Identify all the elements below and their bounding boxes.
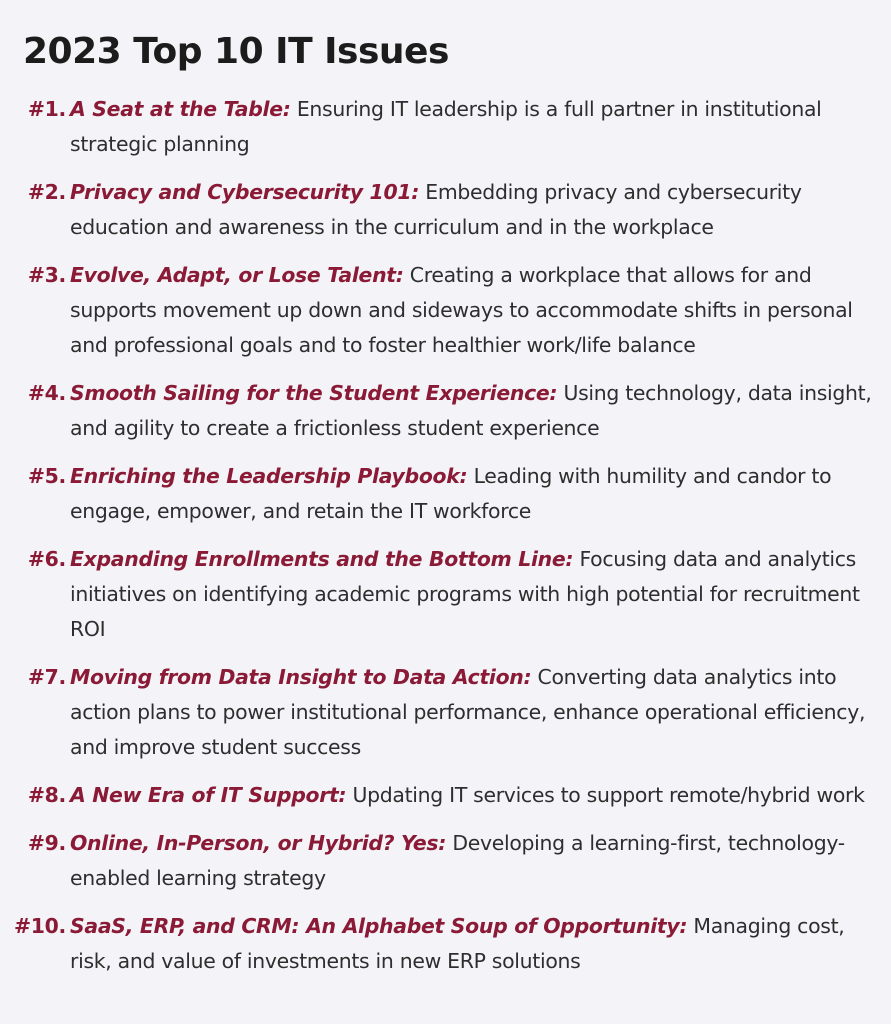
issue-description: Embedding privacy and cybersecurity education and awareness in the curriculum and in the workplace [70, 180, 802, 239]
issues-list [0, 92, 891, 979]
issue-heading: Privacy and Cybersecurity 101: [70, 180, 420, 204]
list-item [0, 175, 891, 245]
issue-description: Converting data analytics into action plans to power institutional performance, enhance operational efficiency, and improve student success [70, 665, 866, 759]
issue-number: #9. [27, 831, 66, 855]
list-item [0, 92, 891, 162]
list-item [0, 376, 891, 446]
issue-heading: Smooth Sailing for the Student Experience: [70, 381, 558, 405]
issue-heading: Evolve, Adapt, or Lose Talent: [70, 263, 404, 287]
issue-description: Using technology, data insight, and agility to create a frictionless student experience [70, 381, 872, 440]
issue-heading: A Seat at the Table: [70, 97, 291, 121]
issue-number: #2. [27, 180, 66, 204]
list-item [0, 459, 891, 529]
issue-description: Updating IT services to support remote/hybrid work [352, 783, 865, 807]
list-item [0, 258, 891, 363]
issue-number: #8. [27, 783, 66, 807]
issue-number: #5. [27, 464, 66, 488]
list-item [0, 778, 891, 813]
issue-number: #4. [27, 381, 66, 405]
issue-number: #6. [27, 547, 66, 571]
issue-number: #3. [27, 263, 66, 287]
issue-number: #10. [13, 914, 66, 938]
issue-heading: SaaS, ERP, and CRM: An Alphabet Soup of Opportunity: [70, 914, 688, 938]
issue-description: Ensuring IT leadership is a full partner in institutional strategic planning [70, 97, 822, 156]
issue-description: Managing cost, risk, and value of investments in new ERP solutions [70, 914, 845, 973]
issue-heading: Expanding Enrollments and the Bottom Line: [70, 547, 574, 571]
issue-description: Focusing data and analytics initiatives on identifying academic programs with high potential for recruitment ROI [70, 547, 860, 641]
issue-heading: Online, In-Person, or Hybrid? Yes: [70, 831, 447, 855]
list-item [0, 909, 891, 979]
list-item [0, 542, 891, 647]
issue-number: #1. [27, 97, 66, 121]
issue-description: Leading with humility and candor to engage, empower, and retain the IT workforce [70, 464, 832, 523]
list-item [0, 826, 891, 896]
issue-heading: Enriching the Leadership Playbook: [70, 464, 468, 488]
issue-number: #7. [27, 665, 66, 689]
issue-description: Creating a workplace that allows for and supports movement up down and sideways to accommodate shifts in personal and professional goals and to foster healthier work/life balance [70, 263, 853, 357]
issue-description: Developing a learning-first, technology-enabled learning strategy [70, 831, 845, 890]
issue-heading: Moving from Data Insight to Data Action: [70, 665, 532, 689]
issue-heading: A New Era of IT Support: [70, 783, 347, 807]
page-title: 2023 Top 10 IT Issues [23, 31, 449, 72]
list-item [0, 660, 891, 765]
